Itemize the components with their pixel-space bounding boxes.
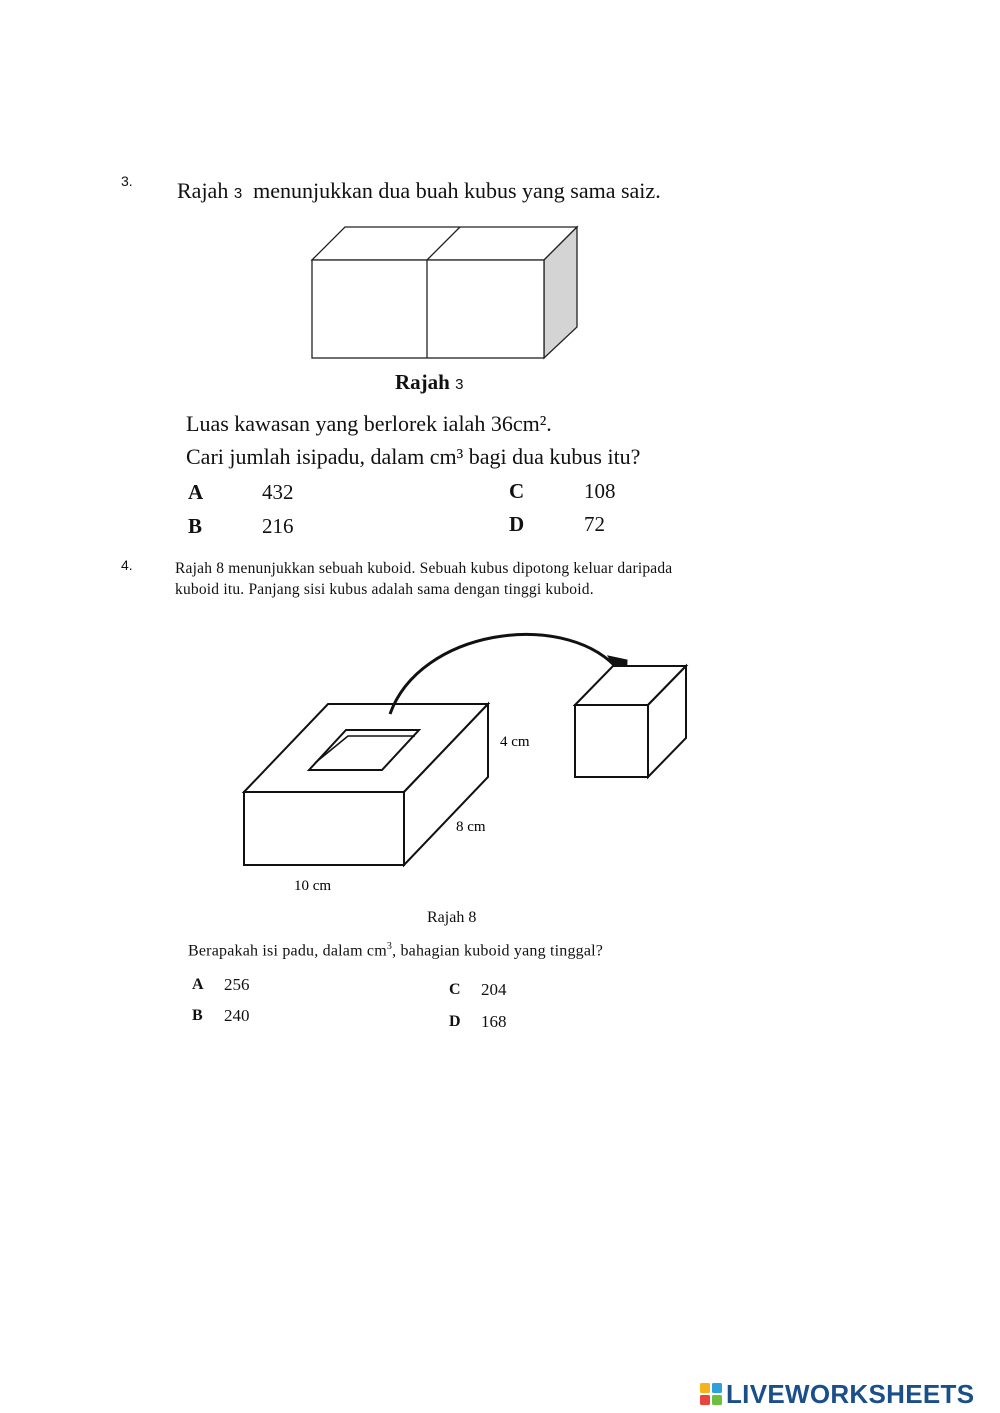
q3-cubes-diagram	[300, 220, 590, 370]
q3-figure-num: 3	[455, 376, 464, 393]
cut-cube-front	[575, 705, 648, 777]
q3-line2: Cari jumlah isipadu, dalam cm³ bagi dua kubus itu?	[186, 444, 641, 469]
q3-figure-caption	[395, 370, 463, 395]
q4-question-pre: Berapakah isi padu, dalam cm	[188, 942, 387, 960]
liveworksheets-logo-icon	[700, 1383, 722, 1405]
logo-square-3	[700, 1395, 710, 1405]
q3-option-b-value: 216	[262, 514, 294, 538]
cubes-front-face	[312, 260, 544, 358]
q3-number: 3.	[121, 173, 133, 189]
q4-line1: Rajah 8 menunjukkan sebuah kuboid. Sebuah kubus dipotong keluar daripada	[175, 560, 673, 577]
q4-option-a-value: 256	[224, 975, 250, 994]
q4-line2: kuboid itu. Panjang sisi kubus adalah sama dengan tinggi kuboid.	[175, 581, 594, 598]
logo-square-4	[712, 1395, 722, 1405]
liveworksheets-logo	[700, 1379, 974, 1409]
q3-line1: Luas kawasan yang berlorek ialah 36cm².	[186, 411, 552, 436]
q4-option-c-value: 204	[481, 980, 507, 999]
q3-option-d-letter: D	[509, 512, 525, 536]
q4-option-b-letter: B	[192, 1007, 203, 1024]
dim-depth-label: 8 cm	[456, 819, 486, 835]
q4-question-sup: 3	[386, 941, 393, 952]
dim-height-label: 4 cm	[500, 734, 530, 750]
q3-intro-post: menunjukkan dua buah kubus yang sama saiz.	[253, 178, 661, 203]
logo-square-1	[700, 1383, 710, 1393]
q3-option-c-letter: C	[509, 479, 525, 503]
q3-option-a-letter: A	[188, 480, 204, 504]
q4-question	[188, 941, 603, 960]
q3-option-a-value: 432	[262, 480, 294, 504]
q4-option-a-letter: A	[192, 976, 204, 993]
q4-option-c-letter: C	[449, 981, 461, 998]
cuboid-front-face	[244, 792, 404, 865]
q4-option-d-letter: D	[449, 1013, 461, 1030]
q4-number: 4.	[121, 557, 133, 573]
liveworksheets-logo-text: LIVEWORKSHEETS	[726, 1378, 975, 1409]
cubes-top-face	[312, 227, 577, 260]
dim-length-label: 10 cm	[294, 878, 332, 894]
q3-intro	[177, 178, 661, 204]
q4-option-b-value: 240	[224, 1006, 250, 1025]
q3-figure-label: Rajah	[395, 370, 450, 394]
q3-option-d-value: 72	[584, 512, 605, 536]
q3-option-b-letter: B	[188, 514, 203, 538]
q3-intro-pre: Rajah	[177, 178, 229, 203]
q4-option-d-value: 168	[481, 1012, 507, 1031]
logo-square-2	[712, 1383, 722, 1393]
q3-intro-num: 3	[233, 185, 243, 202]
q4-cuboid-diagram	[230, 620, 710, 900]
q3-option-c-value: 108	[584, 479, 616, 503]
q4-question-post: , bahagian kuboid yang tinggal?	[392, 942, 604, 960]
q4-figure-caption: Rajah 8	[427, 909, 477, 926]
